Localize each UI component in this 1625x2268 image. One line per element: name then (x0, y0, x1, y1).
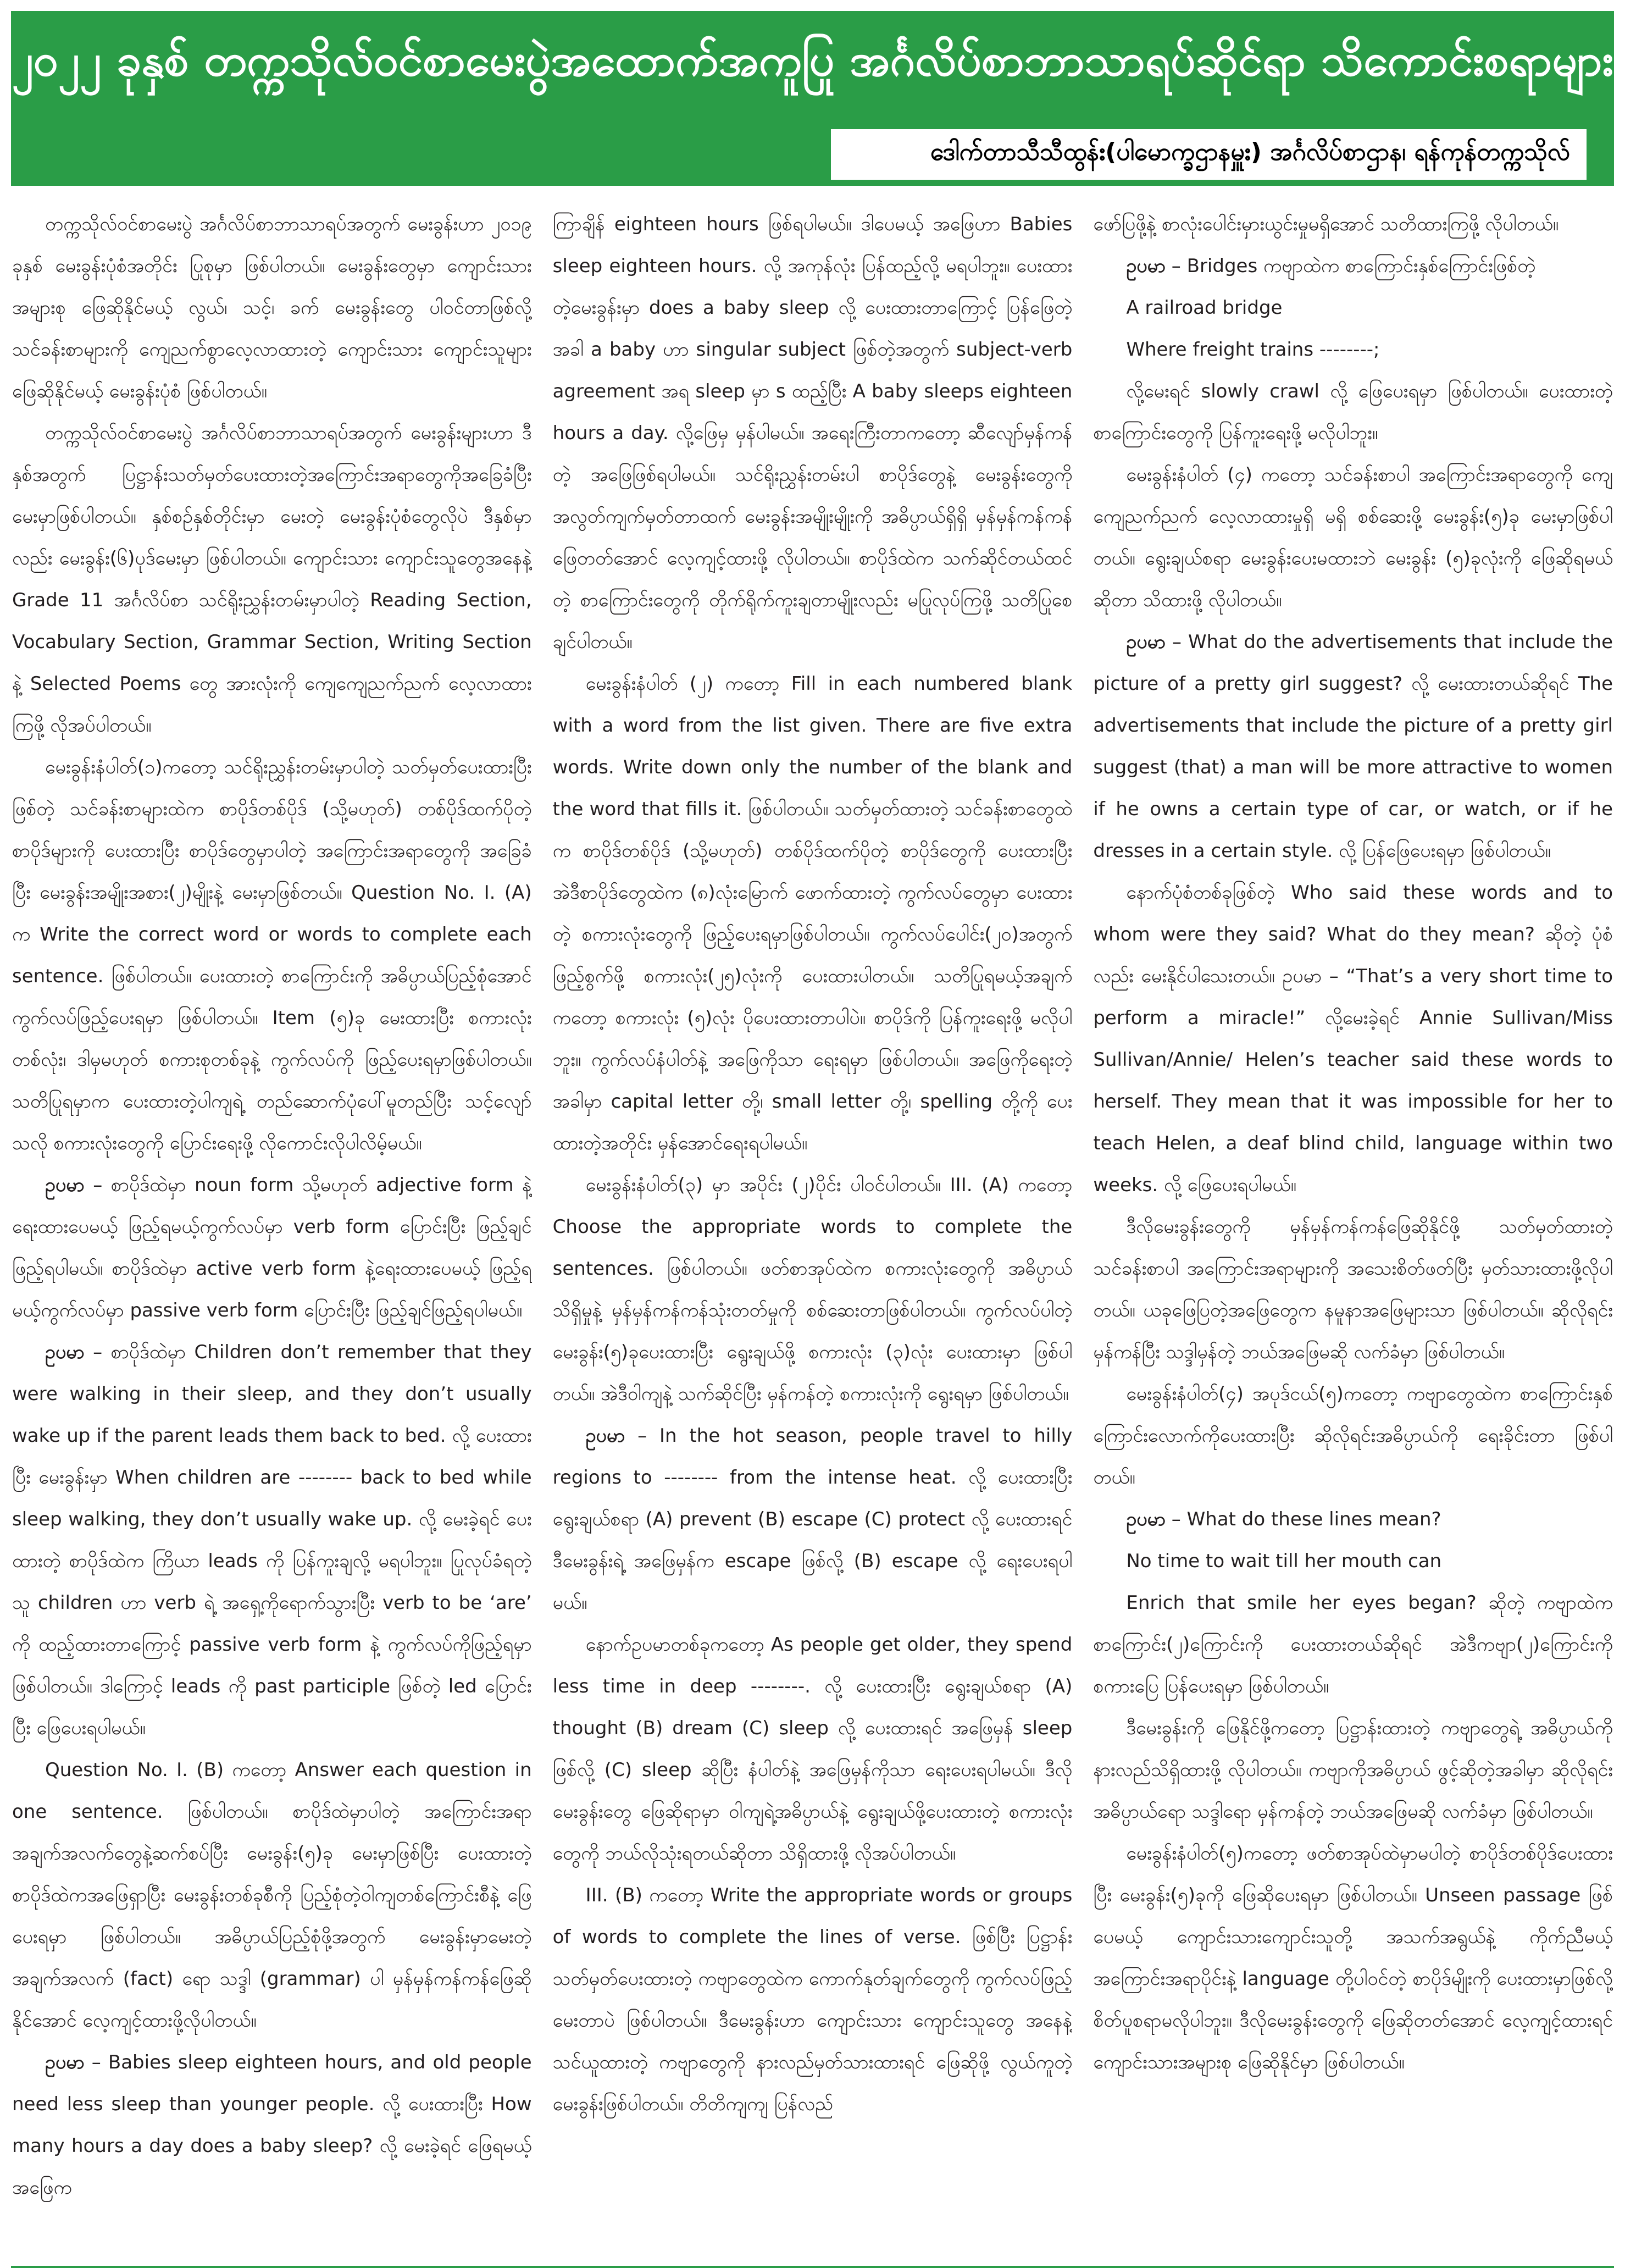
paragraph (1093, 1373, 1613, 1498)
paragraph-text: – Babies sleep eighteen hours, and old people need less sleep than younger people. လို့ ပေးထားပြီး How many hours a day does a baby sleep? လို့ မေးခဲ့ရင် ဖြေရမယ့်အဖြေက (12, 2051, 532, 2199)
example-label: ဥပမာ (45, 2051, 85, 2073)
paragraph-text: III. (B) ကတော့ Write the appropriate words or groups of words to complete the lines of verse. ဖြစ်ပြီး ပြဋ္ဌာန်းသတ်မှတ်ပေးထားတဲ့ ကဗျာတွေထဲက ကောက်နုတ်ချက်တွေကို ကွက်လပ်ဖြည့်မေးတာပဲ ဖြစ်ပါတယ်။ ဒီမေးခွန်းဟာ ကျောင်းသား ကျောင်းသူတွေ အနေနဲ့ သင်ယူထားတဲ့ ကဗျာတွေကို နားလည်မှတ်သားထားရင် ဖြေဆိုဖို့ လွယ်ကူတဲ့ မေးခွန်းဖြစ်ပါတယ်။ တိတိကျကျ ပြန်လည် (552, 1884, 1073, 2115)
paragraph (553, 663, 1073, 1164)
paragraph-text: နောက်ပုံစံတစ်ခုဖြစ်တဲ့ Who said these words and to whom were they said? What do they mean? ဆိုတဲ့ ပုံစံလည်း မေးနိုင်ပါသေးတယ်။ ဥပမာ – “That’s a very short time to perform a miracle!” လို့မေးခဲ့ရင် Annie Sullivan/Miss Sullivan/Annie/ Helen’s teacher said these words to herself. They mean that it was impossible for her to teach Helen, a deaf blind child, language within two weeks. လို့ ဖြေပေးရပါမယ်။ (1093, 882, 1613, 1196)
paragraph (1093, 287, 1613, 329)
paragraph (1093, 454, 1613, 621)
paragraph-text: A railroad bridge (1126, 297, 1283, 319)
paragraph (1093, 1540, 1613, 1582)
paragraph-text: No time to wait till her mouth can (1126, 1550, 1442, 1572)
paragraph-text: ကြာချိန် eighteen hours ဖြစ်ရပါမယ်။ ဒါပေမယ့် အဖြေဟာ Babies sleep eighteen hours. လို့ အကုန်လုံး ပြန်ထည့်လို့ မရပါဘူး။ ပေးထားတဲ့မေးခွန်းမှာ does a baby sleep လို့ ပေးထားတာကြောင့် ပြန်ဖြေတဲ့အခါ a baby ဟာ singular subject ဖြစ်တဲ့အတွက် subject-verb agreement အရ sleep မှာ s ထည့်ပြီး A baby sleeps eighteen hours a day. လို့ဖြေမှ မှန်ပါမယ်။ အရေးကြီးတာကတော့ ဆီလျော်မှန်ကန်တဲ့ အဖြေဖြစ်ရပါမယ်။ သင်ရိုးညွှန်းတမ်းပါ စာပိုဒ်တွေနဲ့ မေးခွန်းတွေကို အလွတ်ကျက်မှတ်တာထက် မေးခွန်းအမျိုးမျိုးကို အဓိပ္ပာယ်ရှိရှိ မှန်မှန်ကန်ကန် ဖြေတတ်အောင် လေ့ကျင့်ထားဖို့ လိုပါတယ်။ စာပိုဒ်ထဲက သက်ဆိုင်တယ်ထင်တဲ့ စာကြောင်းတွေကို တိုက်ရိုက်ကူးချတာမျိုးလည်း မပြုလုပ်ကြဖို့ သတိပြုစေချင်ပါတယ်။ (552, 213, 1073, 653)
example-label: ဥပမာ (45, 1341, 85, 1363)
paragraph (12, 746, 532, 1164)
paragraph-text: – Bridges ကဗျာထဲက စာကြောင်းနှစ်ကြောင်းဖြစ်တဲ့ (1166, 255, 1536, 277)
example-label: ဥပမာ (45, 1174, 85, 1196)
paragraph (553, 1874, 1073, 2125)
paragraph-text: – What do the advertisements that include the picture of a pretty girl suggest? လို့ မေးထားတယ်ဆိုရင် The advertisements that include the picture of a pretty girl suggest (that) a man will be more attractive to women if he owns a certain type of car, or watch, or if he dresses in a certain style. လို့ ပြန်ဖြေပေးရမှာ ဖြစ်ပါတယ်။ (1093, 631, 1613, 862)
paragraph (553, 1624, 1073, 1874)
article-header (11, 11, 1614, 186)
text-column-1 (12, 203, 532, 2254)
example-label: ဥပမာ (1126, 1508, 1166, 1530)
paragraph-text: မေးခွန်းနံပါတ် (၂) ကတော့ Fill in each numbered blank with a word from the list given. There are five extra words. Write down only the number of the blank and the word that fills it. ဖြစ်ပါတယ်။ သတ်မှတ်ထားတဲ့ သင်ခန်းစာတွေထဲက စာပိုဒ်တစ်ပိုဒ် (သို့မဟုတ်) တစ်ပိုဒ်ထက်ပိုတဲ့ စာပိုဒ်တွေကို ပေးထားပြီး အဲဒီစာပိုဒ်တွေထဲက (၈)လုံးမြောက် ဖောက်ထားတဲ့ ကွက်လပ်တွေမှာ ပေးထားတဲ့ စကားလုံးတွေကို ဖြည့်ပေးရမှာဖြစ်ပါတယ်။ ကွက်လပ်ပေါင်း(၂၀)အတွက် ဖြည့်စွက်ဖို့ စကားလုံး(၂၅)လုံးကို ပေးထားပါတယ်။ သတိပြုရမယ့်အချက်ကတော့ စကားလုံး (၅)လုံး ပိုပေးထားတာပါပဲ။ စာပိုဒ်ကို ပြန်ကူးရေးဖို့ မလိုပါဘူး။ ကွက်လပ်နံပါတ်နဲ့ အဖြေကိုသာ ရေးရမှာ ဖြစ်ပါတယ်။ အဖြေကိုရေးတဲ့အခါမှာ capital letter တို့၊ small letter တို့၊ spelling တို့ကို ပေးထားတဲ့အတိုင်း မှန်အောင်ရေးရပါမယ်။ (552, 673, 1073, 1154)
article-title: ၂၀၂၂ ခုနှစ် တက္ကသိုလ်ဝင်စာမေးပွဲအထောက်အကူပြု အင်္ဂလိပ်စာဘာသာရပ်ဆိုင်ရာ သိကောင်းစရာများ (12, 35, 1613, 86)
paragraph (1093, 872, 1613, 1206)
paragraph (1093, 1498, 1613, 1540)
paragraph-text: ဖော်ပြဖို့နဲ့ စာလုံးပေါင်းမှားယွင်းမှုမရှိအောင် သတိထားကြဖို့ လိုပါတယ်။ (1093, 213, 1559, 235)
paragraph (12, 203, 532, 412)
paragraph (1093, 329, 1613, 370)
paragraph (12, 412, 532, 746)
paragraph (1093, 1582, 1613, 1707)
paragraph-text: မေးခွန်းနံပါတ်(၄) အပုဒ်ငယ်(၅)ကတော့ ကဗျာတွေထဲက စာကြောင်းနှစ်ကြောင်းလောက်ကိုပေးထားပြီး ဆိုလိုရင်းအဓိပ္ပာယ်ကို ရေးခိုင်းတာ ဖြစ်ပါတယ်။ (1093, 1383, 1613, 1489)
paragraph (1093, 370, 1613, 454)
author-byline-box (831, 129, 1587, 180)
example-label: ဥပမာ (1126, 255, 1166, 277)
paragraph-text: တက္ကသိုလ်ဝင်စာမေးပွဲ အင်္ဂလိပ်စာဘာသာရပ်အတွက် မေးခွန်းဟာ ၂၀၁၉ ခုနှစ် မေးခွန်းပုံစံအတိုင်း ပြုစုမှာ ဖြစ်ပါတယ်။ မေးခွန်းတွေမှာ ကျောင်းသားအများစု ဖြေဆိုနိုင်မယ့် လွယ်၊ သင့်၊ ခက် မေးခွန်းတွေ ပါဝင်တာဖြစ်လို့ သင်ခန်းစာများကို ကျေညက်စွာလေ့လာထားတဲ့ ကျောင်းသား ကျောင်းသူများ ဖြေဆိုနိုင်မယ့် မေးခွန်းပုံစံ ဖြစ်ပါတယ်။ (12, 213, 532, 402)
paragraph (12, 1164, 532, 1331)
paragraph-text: ဒီမေးခွန်းကို ဖြေနိုင်ဖို့ကတော့ ပြဋ္ဌာန်းထားတဲ့ ကဗျာတွေရဲ့ အဓိပ္ပာယ်ကို နားလည်သိရှိထားဖို့ လိုပါတယ်။ ကဗျာကိုအဓိပ္ပာယ် ဖွင့်ဆိုတဲ့အခါမှာ ဆိုလိုရင်းအဓိပ္ပာယ်ရော သဒ္ဒါရော မှန်ကန်တဲ့ ဘယ်အဖြေမဆို လက်ခံမှာ ဖြစ်ပါတယ်။ (1093, 1717, 1613, 1823)
paragraph (1093, 203, 1613, 245)
paragraph (1093, 245, 1613, 287)
paragraph-text: နောက်ဥပမာတစ်ခုကတော့ As people get older, they spend less time in deep --------. လို့ ပေးထားပြီး ရွေးချယ်စရာ (A) thought (B) dream (C) sleep လို့ ပေးထားရင် အဖြေမှန် sleep ဖြစ်လို့ (C) sleep ဆိုပြီး နံပါတ်နဲ့ အဖြေမှန်ကိုသာ ရေးပေးရပါမယ်။ ဒီလိုမေးခွန်းတွေ ဖြေဆိုရာမှာ ဝါကျရဲ့အဓိပ္ပာယ်နဲ့ ရွေးချယ်ဖို့ပေးထားတဲ့ စကားလုံးတွေကို ဘယ်လိုသုံးရတယ်ဆိုတာ သိရှိထားဖို့ လိုအပ်ပါတယ်။ (552, 1634, 1073, 1865)
author-byline: ဒေါက်တာသီသီထွန်း(ပါမောက္ခဌာနမှူး) အင်္ဂလိပ်စာဌာန၊ ရန်ကုန်တက္ကသိုလ် (930, 138, 1570, 166)
paragraph-text: တက္ကသိုလ်ဝင်စာမေးပွဲ အင်္ဂလိပ်စာဘာသာရပ်အတွက် မေးခွန်းများဟာ ဒီနှစ်အတွက် ပြဋ္ဌာန်းသတ်မှတ်ပေးထားတဲ့အကြောင်းအရာတွေကိုအခြေခံပြီး မေးမှာဖြစ်ပါတယ်။ နှစ်စဉ်နှစ်တိုင်းမှာ မေးတဲ့ မေးခွန်းပုံစံတွေလိုပဲ ဒီနှစ်မှာလည်း မေးခွန်း(၆)ပုဒ်မေးမှာ ဖြစ်ပါတယ်။ ကျောင်းသား ကျောင်းသူတွေအနေနဲ့ Grade 11 အင်္ဂလိပ်စာ သင်ရိုးညွှန်းတမ်းမှာပါတဲ့ Reading Section, Vocabulary Section, Grammar Section, Writing Section နဲ့ Selected Poems တွေ အားလုံးကို ကျေကျေညက်ညက် လေ့လာထားကြဖို့ လိုအပ်ပါတယ်။ (12, 422, 532, 737)
paragraph (553, 203, 1073, 663)
text-column-2 (553, 203, 1073, 2254)
paragraph (12, 1749, 532, 2042)
paragraph (12, 2042, 532, 2209)
example-label: ဥပမာ (585, 1425, 625, 1447)
paragraph (1093, 1707, 1613, 1833)
paragraph-text: မေးခွန်းနံပါတ်(၁)ကတော့ သင်ရိုးညွှန်းတမ်းမှာပါတဲ့ သတ်မှတ်ပေးထားပြီးဖြစ်တဲ့ သင်ခန်းစာများထဲက စာပိုဒ်တစ်ပိုဒ် (သို့မဟုတ်) တစ်ပိုဒ်ထက်ပိုတဲ့စာပိုဒ်များကို ပေးထားပြီး စာပိုဒ်တွေမှာပါတဲ့ အကြောင်းအရာတွေကို အခြေခံပြီး မေးခွန်းအမျိုးအစား(၂)မျိုးနဲ့ မေးမှာဖြစ်တယ်။ Question No. I. (A) က Write the correct word or words to complete each sentence. ဖြစ်ပါတယ်။ ပေးထားတဲ့ စာကြောင်းကို အဓိပ္ပာယ်ပြည့်စုံအောင် ကွက်လပ်ဖြည့်ပေးရမှာ ဖြစ်ပါတယ်။ Item (၅)ခု မေးထားပြီး စကားလုံးတစ်လုံး၊ ဒါမှမဟုတ် စကားစုတစ်ခုနဲ့ ကွက်လပ်ကို ဖြည့်ပေးရမှာဖြစ်ပါတယ်။ သတိပြုရမှာက ပေးထားတဲ့ပါကျရဲ့ တည်ဆောက်ပုံပေါ်မူတည်ပြီး သင့်လျော်သလို စကားလုံးတွေကို ပြောင်းရေးဖို့ လိုကောင်းလိုပါလိမ့်မယ်။ (12, 756, 532, 1154)
text-column-3 (1093, 203, 1613, 2254)
paragraph-text: ဒီလိုမေးခွန်းတွေကို မှန်မှန်ကန်ကန်ဖြေဆိုနိုင်ဖို့ သတ်မှတ်ထားတဲ့ သင်ခန်းစာပါ အကြောင်းအရာများကို အသေးစိတ်ဖတ်ပြီး မှတ်သားထားဖို့လိုပါတယ်။ ယခုဖြေပြတဲ့အဖြေတွေက နမူနာအဖြေများသာ ဖြစ်ပါတယ်။ ဆိုလိုရင်းမှန်ကန်ပြီး သဒ္ဒါမှန်တဲ့ ဘယ်အဖြေမဆို လက်ခံမှာ ဖြစ်ပါတယ်။ (1093, 1216, 1613, 1363)
paragraph (553, 1415, 1073, 1624)
article-body (12, 203, 1613, 2254)
paragraph (1093, 1833, 1613, 2083)
paragraph (12, 1331, 532, 1749)
bottom-rule (11, 2266, 1614, 2268)
paragraph-text: – စာပိုဒ်ထဲမှာ noun form သို့မဟုတ် adjective form နဲ့ရေးထားပေမယ့် ဖြည့်ရမယ့်ကွက်လပ်မှာ verb form ပြောင်းပြီး ဖြည့်ချင်ဖြည့်ရပါမယ်။ စာပိုဒ်ထဲမှာ active verb form နဲ့ရေးထားပေမယ့် ဖြည့်ရမယ့်ကွက်လပ်မှာ passive verb form ပြောင်းပြီး ဖြည့်ချင်ဖြည့်ရပါမယ်။ (12, 1174, 532, 1321)
paragraph-text: – In the hot season, people travel to hilly regions to -------- from the intense heat. လို့ ပေးထားပြီး ရွေးချယ်စရာ (A) prevent (B) escape (C) protect လို့ ပေးထားရင် ဒီမေးခွန်းရဲ့ အဖြေမှန်က escape ဖြစ်လို့ (B) escape လို့ ရေးပေးရပါမယ်။ (552, 1425, 1073, 1614)
paragraph-text: – What do these lines mean? (1166, 1508, 1441, 1530)
paragraph-text: Enrich that smile her eyes began? ဆိုတဲ့ ကဗျာထဲက စာကြောင်း(၂)ကြောင်းကို ပေးထားတယ်ဆိုရင် အဲဒီကဗျာ(၂)ကြောင်းကို စကားပြေ ပြန်ပေးရမှာ ဖြစ်ပါတယ်။ (1093, 1592, 1613, 1697)
paragraph-text: မေးခွန်းနံပါတ်(၃) မှာ အပိုင်း (၂)ပိုင်း ပါဝင်ပါတယ်။ III. (A) ကတော့ Choose the appropriate words to complete the sentences. ဖြစ်ပါတယ်။ ဖတ်စာအုပ်ထဲက စကားလုံးတွေကို အဓိပ္ပာယ် သိရှိမှုနဲ့ မှန်မှန်ကန်ကန်သုံးတတ်မှုကို စစ်ဆေးတာဖြစ်ပါတယ်။ ကွက်လပ်ပါတဲ့ မေးခွန်း(၅)ခုပေးထားပြီး ရွေးချယ်ဖို့ စကားလုံး (၃)လုံး ပေးထားမှာ ဖြစ်ပါတယ်။ အဲဒီဝါကျနဲ့ သက်ဆိုင်ပြီး မှန်ကန်တဲ့ စကားလုံးကို ရွေးရမှာ ဖြစ်ပါတယ်။ (552, 1174, 1073, 1405)
paragraph (553, 1164, 1073, 1415)
paragraph (1093, 1206, 1613, 1373)
paragraph-text: Where freight trains --------; (1126, 339, 1380, 361)
example-label: ဥပမာ (1126, 631, 1166, 653)
paragraph (1093, 621, 1613, 872)
paragraph-text: Question No. I. (B) ကတော့ Answer each question in one sentence. ဖြစ်ပါတယ်။ စာပိုဒ်ထဲမှာပါတဲ့ အကြောင်းအရာ အချက်အလက်တွေနဲ့ဆက်စပ်ပြီး မေးခွန်း(၅)ခု မေးမှာဖြစ်ပြီး ပေးထားတဲ့ စာပိုဒ်ထဲကအဖြေရှာပြီး မေးခွန်းတစ်ခုစီကို ပြည့်စုံတဲ့ဝါကျတစ်ကြောင်းစီနဲ့ ဖြေပေးရမှာ ဖြစ်ပါတယ်။ အဓိပ္ပာယ်ပြည့်စုံဖို့အတွက် မေးခွန်းမှာမေးတဲ့ အချက်အလက် (fact) ရော သဒ္ဒါ (grammar) ပါ မှန်မှန်ကန်ကန်ဖြေဆိုနိုင်အောင် လေ့ကျင့်ထားဖို့လိုပါတယ်။ (12, 1759, 532, 2032)
paragraph-text: လို့မေးရင် slowly crawl လို့ ဖြေပေးရမှာ ဖြစ်ပါတယ်။ ပေးထားတဲ့ စာကြောင်းတွေကို ပြန်ကူးရေးဖို့ မလိုပါဘူး။ (1093, 380, 1613, 444)
paragraph-text: – စာပိုဒ်ထဲမှာ Children don’t remember that they were walking in their sleep, and they don’t usually wake up if the parent leads them back to bed. လို့ ပေးထားပြီး မေးခွန်းမှာ When children are -------- back to bed while sleep walking, they don’t usually wake up. လို့ မေးခဲ့ရင် ပေးထားတဲ့ စာပိုဒ်ထဲက ကြိယာ leads ကို ပြန်ကူးချလို့ မရပါဘူး။ ပြုလုပ်ခံရတဲ့သူ children ဟာ verb ရဲ့ အရှေ့ကိုရောက်သွားပြီး verb to be ‘are’ ကို ထည့်ထားတာကြောင့် passive verb form နဲ့ ကွက်လပ်ကိုဖြည့်ရမှာ ဖြစ်ပါတယ်။ ဒါကြောင့် leads ကို past participle ဖြစ်တဲ့ led ပြောင်းပြီး ဖြေပေးရပါမယ်။ (12, 1341, 532, 1739)
paragraph-text: မေးခွန်းနံပါတ် (၄) ကတော့ သင်ခန်းစာပါ အကြောင်းအရာတွေကို ကျေကျေညက်ညက် လေ့လာထားမှုရှိ မရှိ စစ်ဆေးဖို့ မေးခွန်း(၅)ခု မေးမှာဖြစ်ပါတယ်။ ရွေးချယ်စရာ မေးခွန်းပေးမထားဘဲ မေးခွန်း (၅)ခုလုံးကို ဖြေဆိုရမယ်ဆိုတာ သိထားဖို့ လိုပါတယ်။ (1093, 464, 1613, 611)
paragraph-text: မေးခွန်းနံပါတ်(၅)ကတော့ ဖတ်စာအုပ်ထဲမှာမပါတဲ့ စာပိုဒ်တစ်ပိုဒ်ပေးထားပြီး မေးခွန်း(၅)ခုကို ဖြေဆိုပေးရမှာ ဖြစ်ပါတယ်။ Unseen passage ဖြစ်ပေမယ့် ကျောင်းသားကျောင်းသူတို့ အသက်အရွယ်နဲ့ ကိုက်ညီမယ့် အကြောင်းအရာပိုင်းနဲ့ language တို့ပါဝင်တဲ့ စာပိုဒ်မျိုးကို ပေးထားမှာဖြစ်လို့ စိတ်ပူစရာမလိုပါဘူး။ ဒီလိုမေးခွန်းတွေကို ဖြေဆိုတတ်အောင် လေ့ကျင့်ထားရင် ကျောင်းသားအများစု ဖြေဆိုနိုင်မှာ ဖြစ်ပါတယ်။ (1093, 1843, 1613, 2073)
